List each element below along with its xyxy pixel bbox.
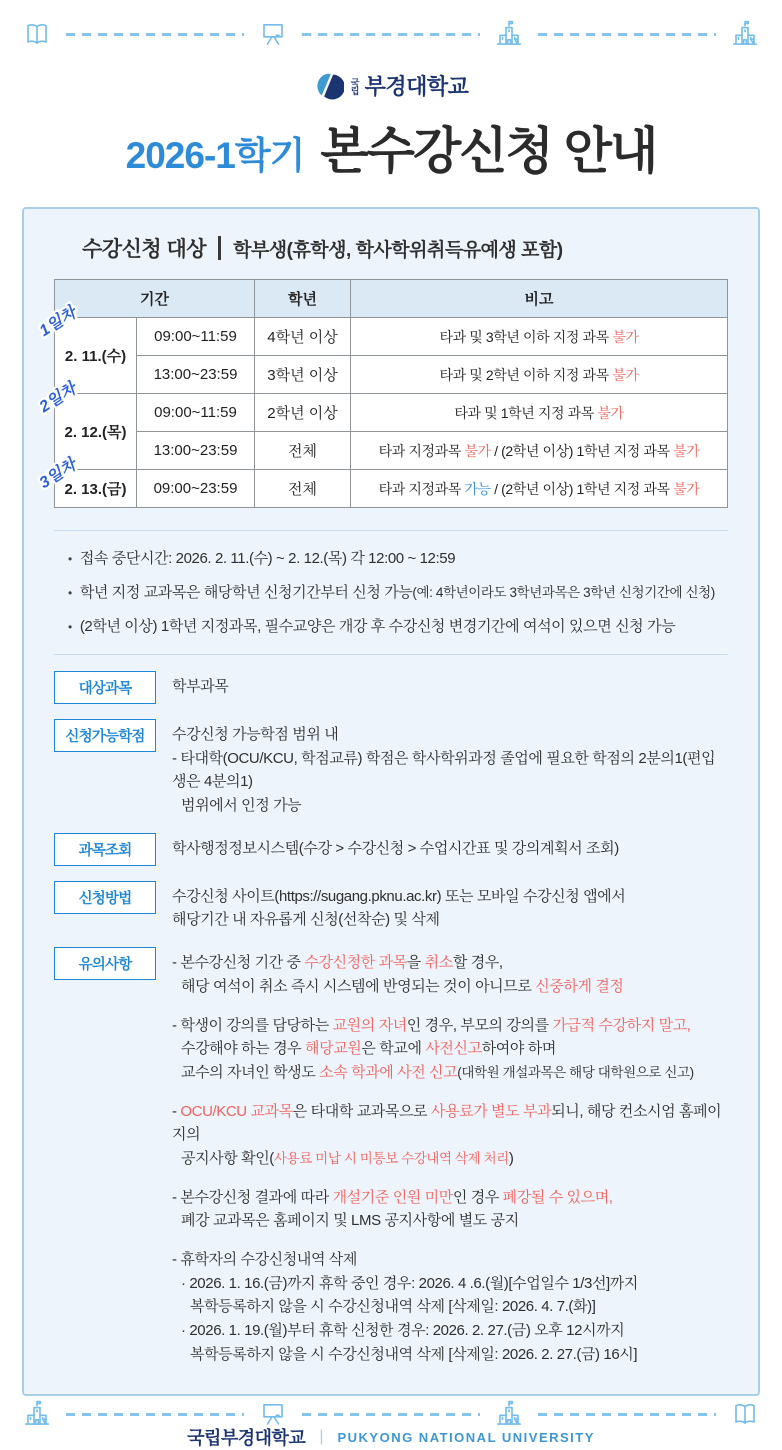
- day-stamp: 2일차: [36, 380, 80, 417]
- section-line: [172, 1186, 728, 1210]
- text-segment: 되니, 해당 컨소시엄 홈페이지의: [172, 1102, 722, 1144]
- text-segment: 을: [406, 954, 425, 972]
- text-segment: 수강해야 하는 경우: [181, 1040, 306, 1058]
- text-segment: 해당기간 내 자유롭게 신청(선착순) 및 삭제: [172, 911, 440, 929]
- table-row: [55, 470, 728, 508]
- grade-cell: 3학년 이상: [255, 356, 351, 394]
- section-line: [172, 1037, 728, 1061]
- title-semester: 2026-1학기: [125, 135, 305, 176]
- heading-divider: [218, 236, 221, 260]
- text-segment: 타과 및 2학년 이하 지정 과목: [439, 366, 613, 383]
- section-line: [172, 975, 728, 999]
- text-segment: - 휴학자의 수강신청내역 삭제: [172, 1251, 357, 1268]
- section-line: [172, 794, 728, 818]
- section-content: [172, 719, 728, 818]
- time-cell: 09:00~11:59: [137, 394, 255, 432]
- section-line: [172, 908, 728, 932]
- time-cell: 09:00~11:59: [137, 318, 255, 356]
- text-segment: (대학원 개설과목은 해당 대학원으로 신고): [457, 1064, 694, 1080]
- section-line: [172, 1147, 728, 1171]
- table-row: [55, 394, 728, 432]
- section-paragraph: [172, 951, 728, 998]
- school-icon: [494, 1399, 524, 1429]
- column-header: 비고: [351, 280, 728, 318]
- section-line: [172, 723, 728, 747]
- section-paragraph: [172, 675, 728, 699]
- text-segment: 해당 여석이 취소 즉시 시스템에 반영되는 것이 아니므로: [181, 977, 536, 995]
- top-decor-strip: [0, 16, 782, 52]
- dashed-line: [302, 1413, 480, 1416]
- date-text: 2. 13.(금): [64, 481, 127, 498]
- text-segment: 수강신청 가능학점 범위 내: [172, 726, 339, 743]
- text-segment: (예: 4학년이라도 3학년과목은 3학년 신청기간에 신청): [412, 585, 715, 600]
- text-segment: 인 경우: [452, 1188, 503, 1206]
- table-row: [55, 356, 728, 394]
- notice-card: [22, 207, 760, 1396]
- text-segment: 학년 지정 교과목은 해당학년 신청기간부터 신청 가능: [79, 584, 413, 601]
- text-segment: 사전신고: [425, 1040, 482, 1058]
- time-cell: 13:00~23:59: [137, 356, 255, 394]
- text-segment: 교원의 자녀: [332, 1016, 407, 1034]
- text-segment: 폐강될 수 있으며,: [502, 1188, 613, 1206]
- section-label-badge: 유의사항: [54, 947, 156, 980]
- text-segment: OCU/KCU 교과목: [180, 1102, 293, 1120]
- university-logo-icon: [314, 71, 344, 101]
- section-label-badge: 과목조회: [54, 833, 156, 866]
- section-row: [54, 881, 728, 932]
- book-icon: [22, 19, 52, 49]
- text-segment: / (2학년 이상) 1학년 지정 과목: [490, 480, 674, 497]
- text-segment: 공지사항 확인(: [181, 1149, 274, 1167]
- section-paragraph: [172, 885, 728, 932]
- school-icon: [494, 19, 524, 49]
- text-segment: 하여야 하며: [481, 1040, 556, 1058]
- page-title: [0, 111, 782, 183]
- text-segment: 은 타대학 교과목으로: [292, 1102, 431, 1120]
- section-label-badge: 신청가능학점: [54, 719, 156, 752]
- section-row: [54, 719, 728, 818]
- notes-bullet-list: [54, 531, 728, 654]
- text-segment: 불가: [612, 366, 639, 383]
- bottom-decor-strip: [0, 1396, 782, 1432]
- note-cell: [351, 394, 728, 432]
- text-segment: 학부과목: [172, 678, 229, 695]
- section-label-badge: 대상과목: [54, 671, 156, 704]
- text-segment: 가능: [464, 480, 491, 497]
- section-paragraph: [172, 837, 728, 861]
- notice-page: [0, 16, 782, 1450]
- note-cell: [351, 356, 728, 394]
- logo-prefix: 국립: [349, 77, 360, 94]
- section-line: [172, 675, 728, 699]
- column-header: 학년: [255, 280, 351, 318]
- section-line: [172, 1061, 728, 1085]
- university-logo: [0, 70, 782, 101]
- text-segment: 불가: [612, 328, 639, 345]
- date-text: 2. 12.(목): [64, 424, 127, 441]
- section-paragraph: [172, 1186, 728, 1233]
- text-segment: - 타대학(OCU/KCU, 학점교류) 학점은 학사학위과정 졸업에 필요한 학점의 2분의1(편입생은 4분의1): [172, 749, 716, 791]
- section-content: [172, 881, 728, 932]
- text-segment: 타과 지정과목: [378, 442, 465, 459]
- section-paragraph: [172, 1248, 728, 1366]
- section-line: [172, 885, 728, 909]
- dashed-line: [302, 33, 480, 36]
- board-icon: [258, 19, 288, 49]
- section-content: [172, 671, 728, 704]
- text-segment: 은 학교에: [361, 1040, 426, 1058]
- section-content: [172, 947, 728, 1366]
- section-line: [172, 837, 728, 861]
- text-segment: -: [172, 1102, 181, 1120]
- text-segment: - 본수강신청 결과에 따라: [172, 1188, 333, 1206]
- text-segment: 인 경우, 부모의 강의를: [406, 1016, 553, 1034]
- time-cell: 13:00~23:59: [137, 432, 255, 470]
- text-segment: 교수의 자녀인 학생도: [181, 1063, 320, 1081]
- section-line: [172, 1295, 728, 1319]
- section-paragraph: [172, 1100, 728, 1171]
- dashed-line: [66, 1413, 244, 1416]
- board-icon: [258, 1399, 288, 1429]
- text-segment: 사용료 미납 시 미통보 수강내역 삭제 처리: [273, 1150, 509, 1166]
- date-text: 2. 11.(수): [64, 348, 127, 365]
- book-icon: [730, 1399, 760, 1429]
- text-segment: 폐강 교과목은 홈페이지 및 LMS 공지사항에 별도 공지: [181, 1212, 519, 1230]
- heading-value: 학부생(휴학생, 학사학위취득유예생 포함): [233, 239, 563, 261]
- text-segment: 범위에서 인정 가능: [181, 797, 302, 815]
- section-line: [172, 1014, 728, 1038]
- table-row: [55, 318, 728, 356]
- section-paragraph: [172, 723, 728, 818]
- text-segment: 타과 및 3학년 이하 지정 과목: [439, 328, 613, 345]
- text-segment: 수강신청한 과목: [304, 954, 407, 972]
- text-segment: 해당교원: [305, 1040, 362, 1058]
- grade-cell: 전체: [255, 432, 351, 470]
- note-cell: [351, 470, 728, 508]
- grade-cell: 2학년 이상: [255, 394, 351, 432]
- text-segment: 불가: [673, 442, 700, 459]
- school-icon: [22, 1399, 52, 1429]
- section-line: [172, 951, 728, 975]
- section-content: [172, 833, 728, 866]
- section-line: [172, 1343, 728, 1367]
- section-paragraph: [172, 1014, 728, 1085]
- text-segment: · 2026. 1. 19.(월)부터 휴학 신청한 경우: 2026. 2. 27.(금) 오후 12시까지: [181, 1322, 625, 1340]
- text-segment: 소속 학과에 사전 신고: [319, 1063, 458, 1081]
- text-segment: 복학등록하지 않을 시 수강신청내역 삭제 [삭제일: 2026. 4. 7.(화)]: [190, 1298, 596, 1316]
- title-main: 본수강신청 안내: [320, 123, 657, 179]
- text-segment: 불가: [464, 442, 491, 459]
- section-line: [172, 1209, 728, 1233]
- section-line: [172, 747, 728, 794]
- text-segment: 불가: [673, 480, 700, 497]
- table-header: [55, 280, 728, 318]
- card-heading: [54, 229, 728, 279]
- text-segment: 가급적 수강하지 말고,: [552, 1016, 691, 1034]
- section-line: [172, 1248, 728, 1272]
- text-segment: / (2학년 이상) 1학년 지정 과목: [490, 442, 674, 459]
- text-segment: 복학등록하지 않을 시 수강신청내역 삭제 [삭제일: 2026. 2. 27.(금) 16시]: [190, 1345, 638, 1363]
- column-header: 기간: [55, 280, 255, 318]
- text-segment: 신중하게 결정: [535, 977, 624, 995]
- bullet-item: [68, 547, 728, 568]
- text-segment: 할 경우,: [452, 954, 503, 972]
- day-stamp: 1일차: [36, 304, 80, 341]
- text-segment: (2학년 이상) 1학년 지정과목, 필수교양은 개강 후 수강신청 변경기간에 여석이 있으면 신청 가능: [79, 618, 676, 635]
- section-row: [54, 833, 728, 866]
- section-label-badge: 신청방법: [54, 881, 156, 914]
- text-segment: 불가: [597, 404, 624, 421]
- text-segment: 접속 중단시간: 2026. 2. 11.(수) ~ 2. 12.(목) 각 12:00 ~ 12:59: [79, 550, 456, 567]
- text-segment: ): [508, 1149, 514, 1167]
- bullet-item: [68, 615, 728, 636]
- table-row: [55, 432, 728, 470]
- table-body: [36, 304, 728, 508]
- registration-schedule-table: [36, 279, 728, 508]
- text-segment: 개설기준 인원 미만: [332, 1188, 453, 1206]
- grade-cell: 4학년 이상: [255, 318, 351, 356]
- grade-cell: 전체: [255, 470, 351, 508]
- text-segment: 타과 및 1학년 지정 과목: [454, 404, 598, 421]
- section-row: [54, 947, 728, 1366]
- dashed-line: [538, 33, 716, 36]
- school-icon: [730, 19, 760, 49]
- text-segment: 학사행정정보시스템(수강 > 수강신청 > 수업시간표 및 강의계획서 조회): [172, 839, 619, 857]
- dashed-line: [66, 33, 244, 36]
- text-segment: 수강신청 사이트(https://sugang.pknu.ac.kr) 또는 모바일 수강신청 앱에서: [172, 887, 626, 905]
- footer-university-kr: 국립부경대학교: [187, 1428, 306, 1449]
- time-cell: 09:00~23:59: [137, 470, 255, 508]
- text-segment: 타과 지정과목: [378, 480, 465, 497]
- note-cell: [351, 432, 728, 470]
- heading-label: 수강신청 대상: [82, 238, 207, 261]
- section-line: [172, 1100, 728, 1147]
- section-line: [172, 1272, 728, 1296]
- text-segment: 사용료가 별도 부과: [430, 1102, 552, 1120]
- text-segment: - 본수강신청 기간 중: [172, 954, 305, 972]
- text-segment: - 학생이 강의를 담당하는: [172, 1016, 333, 1034]
- footer-university-en: PUKYONG NATIONAL UNIVERSITY: [337, 1429, 595, 1445]
- section-row: [54, 671, 728, 704]
- bullet-item: [68, 581, 728, 602]
- text-segment: 취소: [424, 954, 453, 972]
- date-cell: [36, 456, 137, 508]
- footer-divider: |: [319, 1428, 324, 1446]
- day-stamp: 3일차: [36, 456, 80, 493]
- logo-name: 부경대학교: [364, 74, 469, 99]
- dashed-line: [538, 1413, 716, 1416]
- note-cell: [351, 318, 728, 356]
- section-line: [172, 1319, 728, 1343]
- divider-bottom: [54, 654, 728, 655]
- info-sections: [54, 671, 728, 1366]
- text-segment: · 2026. 1. 16.(금)까지 휴학 중인 경우: 2026. 4 .6.(월)[수업일수 1/3선]까지: [181, 1274, 638, 1292]
